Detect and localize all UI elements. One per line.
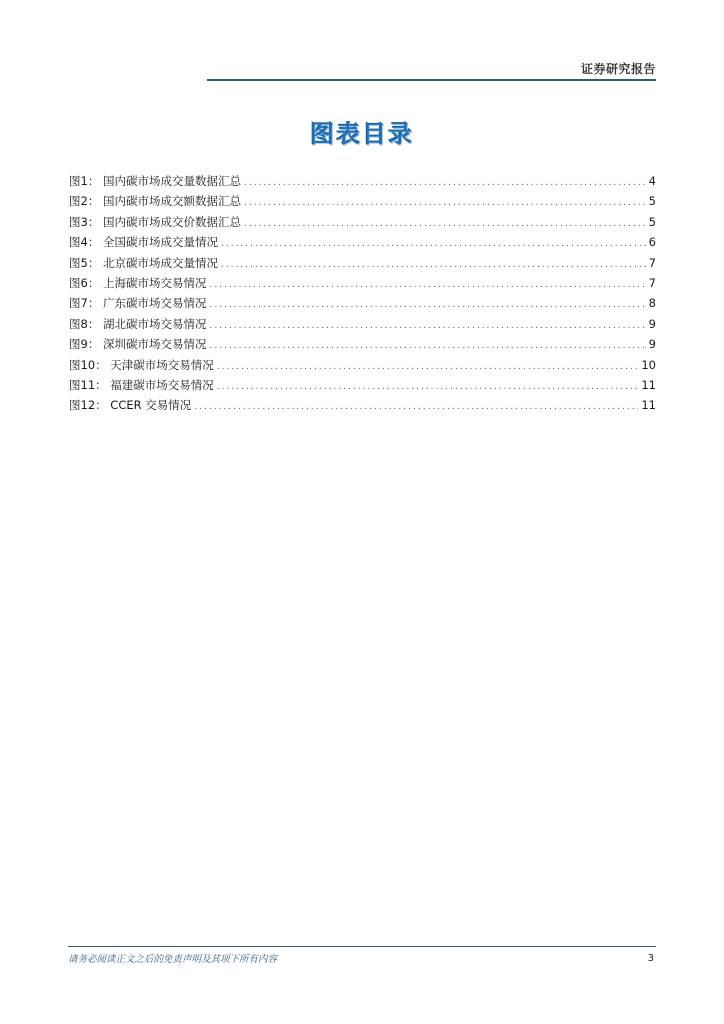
toc-dot-leader	[244, 214, 646, 234]
figure-table-of-contents	[69, 171, 656, 416]
toc-entry[interactable]	[69, 355, 656, 375]
toc-entry-page: 4	[648, 174, 656, 188]
toc-entry-label: 图2： 国内碳市场成交额数据汇总	[69, 194, 241, 209]
toc-dot-leader	[217, 377, 639, 397]
toc-dot-leader	[209, 336, 645, 356]
toc-entry-label: 图4： 全国碳市场成交量情况	[69, 235, 218, 250]
toc-entry-label: 图10： 天津碳市场交易情况	[69, 357, 214, 372]
toc-entry-label: 图11： 福建碳市场交易情况	[69, 377, 214, 392]
toc-entry-label: 图6： 上海碳市场交易情况	[69, 275, 207, 290]
toc-dot-leader	[194, 397, 638, 417]
toc-entry-label: 图3： 国内碳市场成交价数据汇总	[69, 214, 241, 229]
toc-entry-page: 10	[641, 357, 656, 372]
toc-entry[interactable]	[69, 212, 656, 232]
toc-entry-label: 图8： 湖北碳市场交易情况	[69, 316, 207, 331]
toc-entry-page: 6	[648, 235, 656, 250]
toc-entry[interactable]	[69, 334, 656, 354]
toc-entry[interactable]	[69, 253, 656, 273]
toc-entry[interactable]	[69, 171, 656, 191]
toc-dot-leader	[244, 193, 646, 213]
toc-dot-leader	[209, 295, 645, 315]
report-type-label: 证券研究报告	[580, 62, 656, 76]
toc-entry-label: 图1： 国内碳市场成交量数据汇总	[69, 174, 241, 188]
toc-dot-leader	[244, 173, 646, 193]
toc-entry-label: 图9： 深圳碳市场交易情况	[69, 337, 207, 352]
toc-entry-page: 9	[648, 337, 656, 352]
toc-dot-leader	[217, 357, 639, 377]
header-divider	[207, 79, 656, 81]
page-number: 3	[647, 953, 654, 964]
toc-entry-label: 图12： CCER 交易情况	[69, 398, 192, 413]
toc-entry-page: 7	[648, 275, 656, 290]
toc-entry-page: 11	[641, 377, 656, 392]
toc-entry-page: 11	[641, 398, 656, 413]
toc-entry-page: 8	[648, 296, 656, 311]
toc-entry[interactable]	[69, 273, 656, 293]
toc-dot-leader	[221, 234, 646, 254]
toc-dot-leader	[221, 255, 646, 275]
toc-entry[interactable]	[69, 232, 656, 252]
toc-entry-page: 9	[648, 316, 656, 331]
toc-entry[interactable]	[69, 314, 656, 334]
toc-dot-leader	[209, 316, 645, 336]
page-title: 图表目录	[310, 120, 414, 148]
toc-entry[interactable]	[69, 191, 656, 211]
toc-entry-page: 5	[648, 214, 656, 229]
toc-entry-label: 图5： 北京碳市场成交量情况	[69, 255, 218, 270]
toc-entry-page: 5	[648, 194, 656, 209]
toc-entry[interactable]	[69, 375, 656, 395]
footer-disclaimer: 请务必阅读正文之后的免责声明及其项下所有内容	[68, 954, 278, 965]
toc-entry-label: 图7： 广东碳市场交易情况	[69, 296, 207, 311]
toc-dot-leader	[209, 275, 645, 295]
toc-entry[interactable]	[69, 293, 656, 313]
footer-divider	[68, 946, 656, 947]
toc-entry[interactable]	[69, 395, 656, 415]
toc-entry-page: 7	[648, 255, 656, 270]
